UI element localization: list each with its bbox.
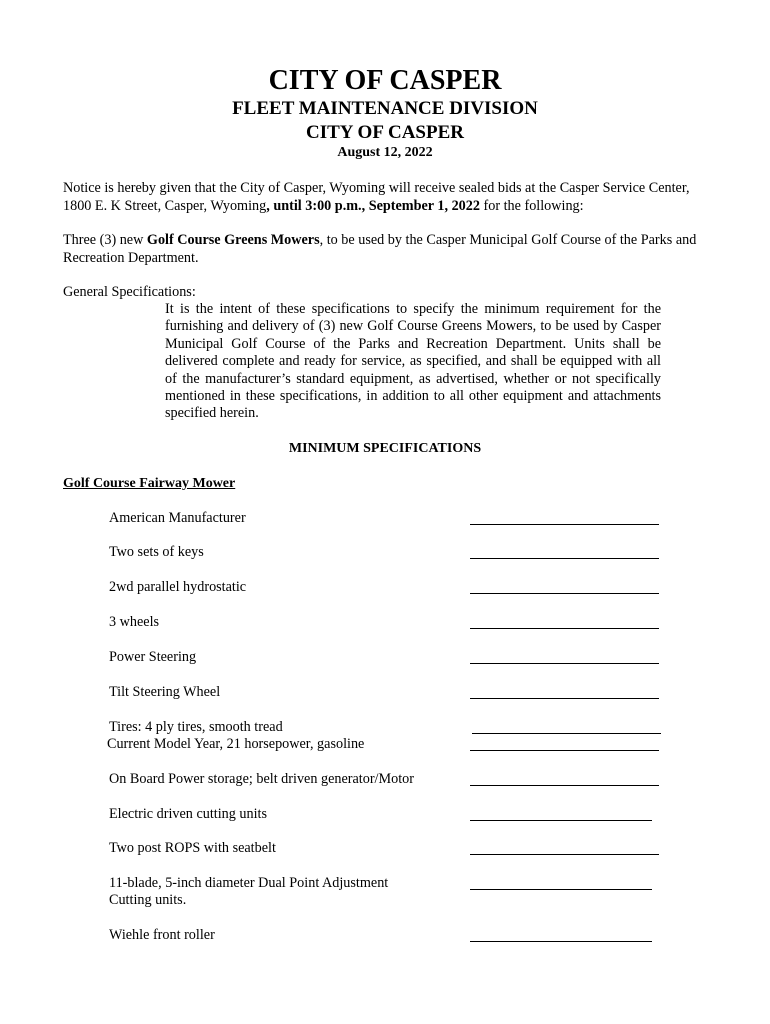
division-title: FLEET MAINTENANCE DIVISION <box>232 98 538 119</box>
section-heading: Golf Course Fairway Mower <box>63 476 236 491</box>
document-title: CITY OF CASPER <box>268 65 502 96</box>
notice-paragraph <box>63 180 703 215</box>
min-specs-heading: MINIMUM SPECIFICATIONS <box>288 441 482 456</box>
item-text: Three (3) new <box>63 232 147 248</box>
answer-blank[interactable] <box>470 628 659 629</box>
answer-blank[interactable] <box>470 524 659 525</box>
answer-blank[interactable] <box>472 733 661 734</box>
answer-blank[interactable] <box>470 663 659 664</box>
answer-blank[interactable] <box>470 750 659 751</box>
spec-label: Wiehle front roller <box>109 927 215 943</box>
answer-blank[interactable] <box>470 941 652 942</box>
notice-text-end: for the following: <box>479 197 584 214</box>
general-spec-text: It is the intent of these specifications to specify the minimum requirement for the furnishing and delivery of (3) new Golf Course Greens Mowers, to be used by Casper Municipal Golf Course of the Parks and Recreation Department. Units shall be delivered complete and ready for service, as specified, and shall be equipped with all of the manufacturer’s standard equipment, as advertised, whether or not specifically mentioned in these specifications, in addition to all other equipment and attachments specified herein. <box>165 301 661 422</box>
answer-blank[interactable] <box>470 854 659 855</box>
spec-label: Power Steering <box>109 649 197 665</box>
spec-label: Tilt Steering Wheel <box>109 684 221 700</box>
spec-label: American Manufacturer <box>109 510 246 526</box>
item-text-end: , to be used by the Casper Municipal Golf Course of the Parks and Recreation Department. <box>63 232 697 266</box>
item-paragraph <box>63 232 703 267</box>
spec-label: Current Model Year, 21 horsepower, gasoline <box>107 736 365 752</box>
answer-blank[interactable] <box>470 820 652 821</box>
spec-label: 11-blade, 5-inch diameter Dual Point Adjustment <box>109 875 389 891</box>
spec-label: 2wd parallel hydrostatic <box>109 579 247 595</box>
spec-label: Electric driven cutting units <box>109 806 267 822</box>
spec-label: Tires: 4 ply tires, smooth tread <box>109 719 283 735</box>
answer-blank[interactable] <box>470 558 659 559</box>
spec-label: On Board Power storage; belt driven generator/Motor <box>109 771 414 787</box>
spec-label: Two post ROPS with seatbelt <box>109 840 276 856</box>
answer-blank[interactable] <box>470 889 652 890</box>
notice-deadline: , until 3:00 p.m., September 1, 2022 <box>266 197 480 214</box>
item-name: Golf Course Greens Mowers <box>146 232 320 248</box>
spec-label: Two sets of keys <box>109 544 204 560</box>
document-date: August 12, 2022 <box>337 145 433 160</box>
notice-text: Notice is hereby given that the City of Casper, Wyoming will receive sealed bids at the Casper Service Center, 1800 E. K Street, Casper, Wyoming <box>63 180 690 214</box>
answer-blank[interactable] <box>470 698 659 699</box>
answer-blank[interactable] <box>470 593 659 594</box>
spec-label: 3 wheels <box>109 614 160 630</box>
answer-blank[interactable] <box>470 785 659 786</box>
spec-label: Cutting units. <box>109 892 187 908</box>
general-spec-label: General Specifications: <box>63 284 196 300</box>
city-subtitle: CITY OF CASPER <box>306 122 464 143</box>
